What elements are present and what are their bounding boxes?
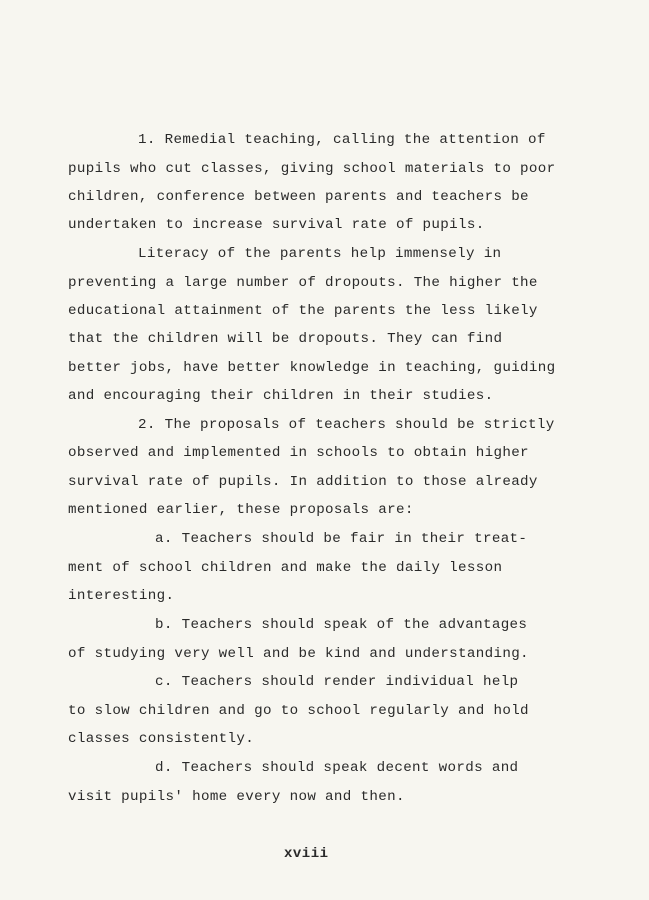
text-line: children, conference between parents and teachers be (68, 189, 529, 205)
page-number: xviii (284, 846, 329, 862)
text-line: undertaken to increase survival rate of pupils. (68, 217, 485, 233)
text-line: 1. Remedial teaching, calling the attention of (138, 132, 546, 148)
text-line: classes consistently. (68, 731, 255, 747)
text-line: of studying very well and be kind and understanding. (68, 646, 529, 662)
text-line: mentioned earlier, these proposals are: (68, 502, 414, 518)
text-line: interesting. (68, 588, 175, 604)
text-line: a. Teachers should be fair in their treat- (155, 531, 528, 547)
text-line: and encouraging their children in their studies. (68, 388, 494, 404)
text-line: b. Teachers should speak of the advantages (155, 617, 528, 633)
text-line: d. Teachers should speak decent words and (155, 760, 519, 776)
text-line: c. Teachers should render individual help (155, 674, 519, 690)
text-line: educational attainment of the parents the less likely (68, 303, 538, 319)
text-line: preventing a large number of dropouts. The higher the (68, 275, 538, 291)
text-line: 2. The proposals of teachers should be strictly (138, 417, 555, 433)
text-line: that the children will be dropouts. They can find (68, 331, 503, 347)
text-line: Literacy of the parents help immensely in (138, 246, 502, 262)
text-line: to slow children and go to school regularly and hold (68, 703, 529, 719)
text-line: visit pupils' home every now and then. (68, 789, 405, 805)
text-line: ment of school children and make the daily lesson (68, 560, 503, 576)
text-line: pupils who cut classes, giving school materials to poor (68, 161, 556, 177)
text-line: survival rate of pupils. In addition to those already (68, 474, 538, 490)
text-line: observed and implemented in schools to obtain higher (68, 445, 529, 461)
text-line: better jobs, have better knowledge in teaching, guiding (68, 360, 556, 376)
